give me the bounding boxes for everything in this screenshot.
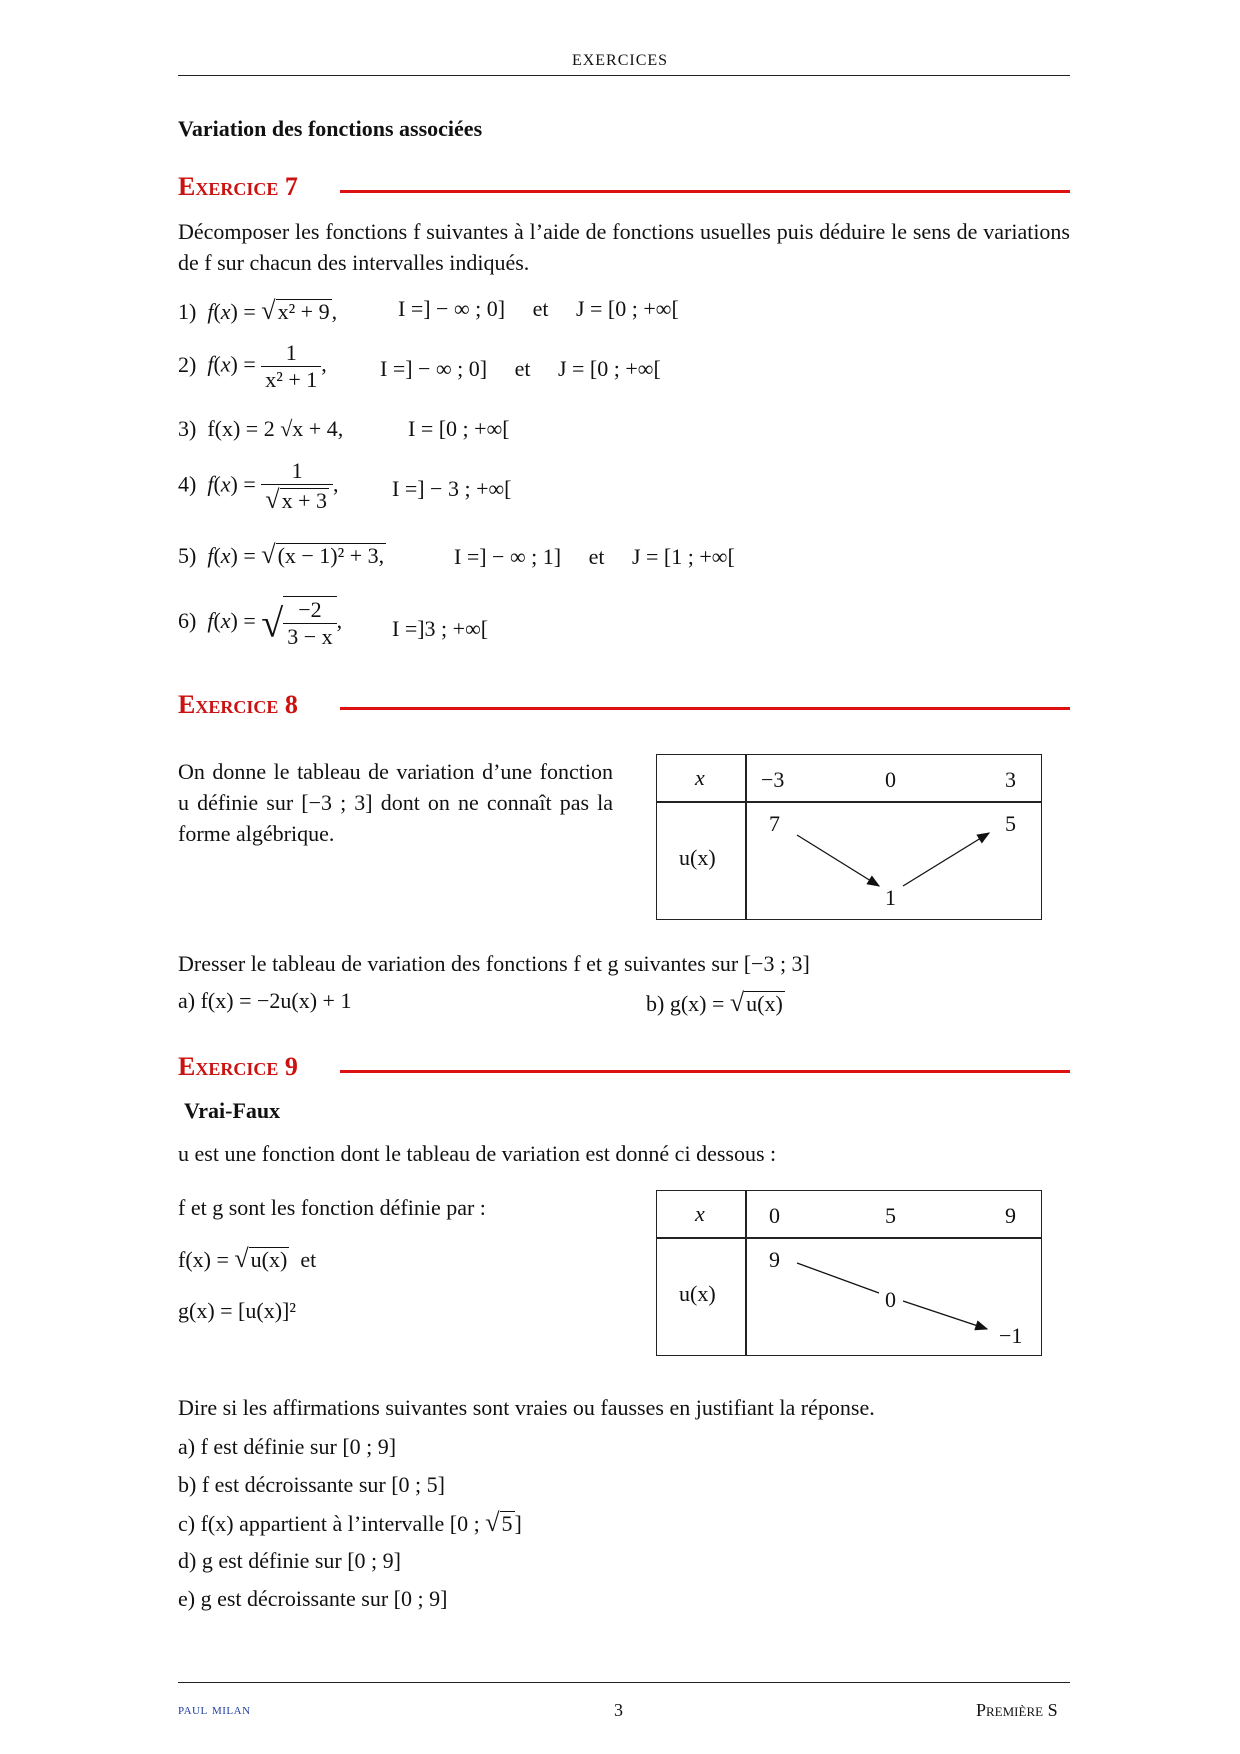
sqrt-icon: √ [485, 1508, 500, 1537]
item-number: 4) [178, 471, 197, 497]
item-c-text: c) f(x) appartient à l’intervalle [0 ; [178, 1511, 480, 1536]
radicand: u(x) [746, 991, 783, 1016]
expression: f(x) = 2 √x + 4, [207, 416, 344, 441]
sqrt-icon: √ [265, 485, 280, 514]
table-x-value: 9 [1005, 1203, 1016, 1228]
exercise-9-definition: f et g sont les fonction définie par : [178, 1195, 486, 1220]
exercise-8-rule [340, 707, 1070, 710]
radicand: (x − 1)² + 3, [277, 543, 385, 568]
numerator: 1 [285, 340, 297, 365]
item-number: 6) [178, 608, 197, 634]
table-x-value: 3 [1005, 767, 1016, 792]
item-c-end: ] [514, 1511, 522, 1536]
ex7-item-2: 2) f(x) = $\frac{1}{\text{x² + 1}}$ , [178, 340, 327, 392]
table-u-value: 9 [769, 1247, 780, 1272]
table-x-value: 0 [885, 767, 896, 792]
item-number: 2) [178, 351, 197, 377]
section-title: Variation des fonctions associées [178, 116, 483, 141]
item-number: 1) [178, 299, 197, 324]
fraction [261, 458, 333, 515]
arrow-segment [797, 1263, 879, 1293]
footer-rule [178, 1682, 1070, 1683]
ex7-item-3 [178, 416, 343, 442]
exercise-8-part-a: a) f(x) = −2u(x) + 1 [178, 988, 352, 1013]
ex7-item-3-intervals: I = [0 ; +∞[ [408, 416, 510, 441]
denominator: x² + 1 [261, 366, 321, 393]
table-u-value: 0 [885, 1287, 896, 1312]
table-x-value: 0 [769, 1203, 780, 1228]
radicand: u(x) [250, 1247, 288, 1272]
exercise-7-rule [340, 190, 1070, 193]
variation-table-ex9 [656, 1190, 1042, 1356]
variation-table-ex8 [656, 754, 1042, 920]
fraction [283, 596, 336, 650]
arrow-down [797, 835, 879, 886]
table-x-label: x [695, 765, 705, 790]
exercise-9-intro: u est une fonction dont le tableau de variation est donné ci dessous : [178, 1141, 777, 1166]
footer-author: paul milan [178, 1702, 251, 1718]
ex7-item-4: 4) f(x) = $\frac{1}{√x + 3}$ , [178, 458, 339, 514]
exercise-9-rule [340, 1070, 1070, 1073]
sqrt-icon: √ [261, 296, 276, 325]
denominator [261, 484, 333, 515]
item-number: 3) [178, 416, 197, 441]
f-suffix: et [300, 1247, 317, 1272]
exercise-8-title: Exercice 8 [178, 690, 298, 719]
header-rule [178, 75, 1070, 76]
table-u-label: u(x) [679, 845, 716, 870]
numerator: −2 [298, 597, 322, 622]
ex9-item-a: a) f est définie sur [0 ; 9] [178, 1434, 397, 1459]
exercise-8-task: Dresser le tableau de variation des fonctions f et g suivantes sur [−3 ; 3] [178, 951, 810, 976]
ex7-item-6-intervals: I =]3 ; +∞[ [392, 616, 489, 641]
arrow-down [903, 1301, 987, 1329]
f-prefix: f(x) = [178, 1247, 229, 1272]
exercise-9-f-definition [178, 1244, 316, 1274]
arrow-up [903, 833, 989, 886]
ex7-item-4-intervals: I =] − 3 ; +∞[ [392, 476, 512, 501]
sqrt-icon: √ [261, 600, 284, 646]
exercise-8-part-b [646, 988, 785, 1018]
exercise-9-g-definition: g(x) = [u(x)]² [178, 1298, 296, 1323]
ex7-item-2-intervals: I =] − ∞ ; 0] et J = [0 ; +∞[ [380, 356, 661, 381]
exercise-9-title: Exercice 9 [178, 1052, 298, 1081]
ex7-item-1-intervals: I =] − ∞ ; 0] et J = [0 ; +∞[ [398, 296, 679, 321]
ex9-item-e: e) g est décroissante sur [0 ; 9] [178, 1586, 448, 1611]
ex9-item-d: d) g est définie sur [0 ; 9] [178, 1548, 401, 1573]
radicand: x + 3 [281, 488, 327, 513]
denominator: 3 − x [283, 623, 336, 650]
ex7-item-5: 5) f(x) = √(x − 1)² + 3, [178, 540, 385, 569]
exercise-7-title: Exercice 7 [178, 172, 298, 201]
table-u-value: 1 [885, 885, 896, 910]
ex7-item-6: 6) f(x) = √ $\frac{-2}{3 - x}$ , [178, 597, 343, 649]
footer-level: Première S [976, 1700, 1058, 1720]
variation-arrows [657, 755, 1041, 919]
footer-page-number: 3 [614, 1700, 623, 1720]
table-u-value: 5 [1005, 811, 1016, 836]
sqrt-icon: √ [234, 1244, 249, 1273]
radicand: 5 [501, 1511, 513, 1536]
numerator: 1 [291, 458, 303, 483]
table-u-value: −1 [999, 1323, 1023, 1348]
radicand: x² + 9 [277, 299, 330, 324]
table-x-value: −3 [761, 767, 785, 792]
fraction [261, 340, 321, 393]
exercise-9-subtitle: Vrai-Faux [184, 1098, 281, 1123]
exercise-7-intro: Décomposer les fonctions f suivantes à l’aide de fonctions usuelles puis déduire le sens de variations de f sur chacun des intervalles indiqués. [178, 219, 1070, 275]
part-b-prefix: b) g(x) = [646, 991, 725, 1016]
sqrt-icon: √ [261, 540, 276, 569]
table-u-label: u(x) [679, 1281, 716, 1306]
running-header: EXERCICES [571, 52, 669, 69]
table-x-value: 5 [885, 1203, 896, 1228]
table-x-label: x [695, 1201, 705, 1226]
sqrt-icon: √ [729, 988, 745, 1017]
item-number: 5) [178, 543, 197, 568]
ex7-item-5-intervals: I =] − ∞ ; 1] et J = [1 ; +∞[ [454, 544, 735, 569]
ex9-item-b: b) f est décroissante sur [0 ; 5] [178, 1472, 445, 1497]
exercise-9-question: Dire si les affirmations suivantes sont vraies ou fausses en justifiant la réponse. [178, 1395, 875, 1420]
ex7-item-1: 1) f(x) = √x² + 9, [178, 296, 338, 325]
exercise-8-intro: On donne le tableau de variation d’une fonction u définie sur [−3 ; 3] dont on ne connaît pas la forme algébrique. [178, 759, 613, 846]
ex9-item-c [178, 1508, 522, 1538]
variation-arrows [657, 1191, 1041, 1355]
table-u-value: 7 [769, 811, 780, 836]
